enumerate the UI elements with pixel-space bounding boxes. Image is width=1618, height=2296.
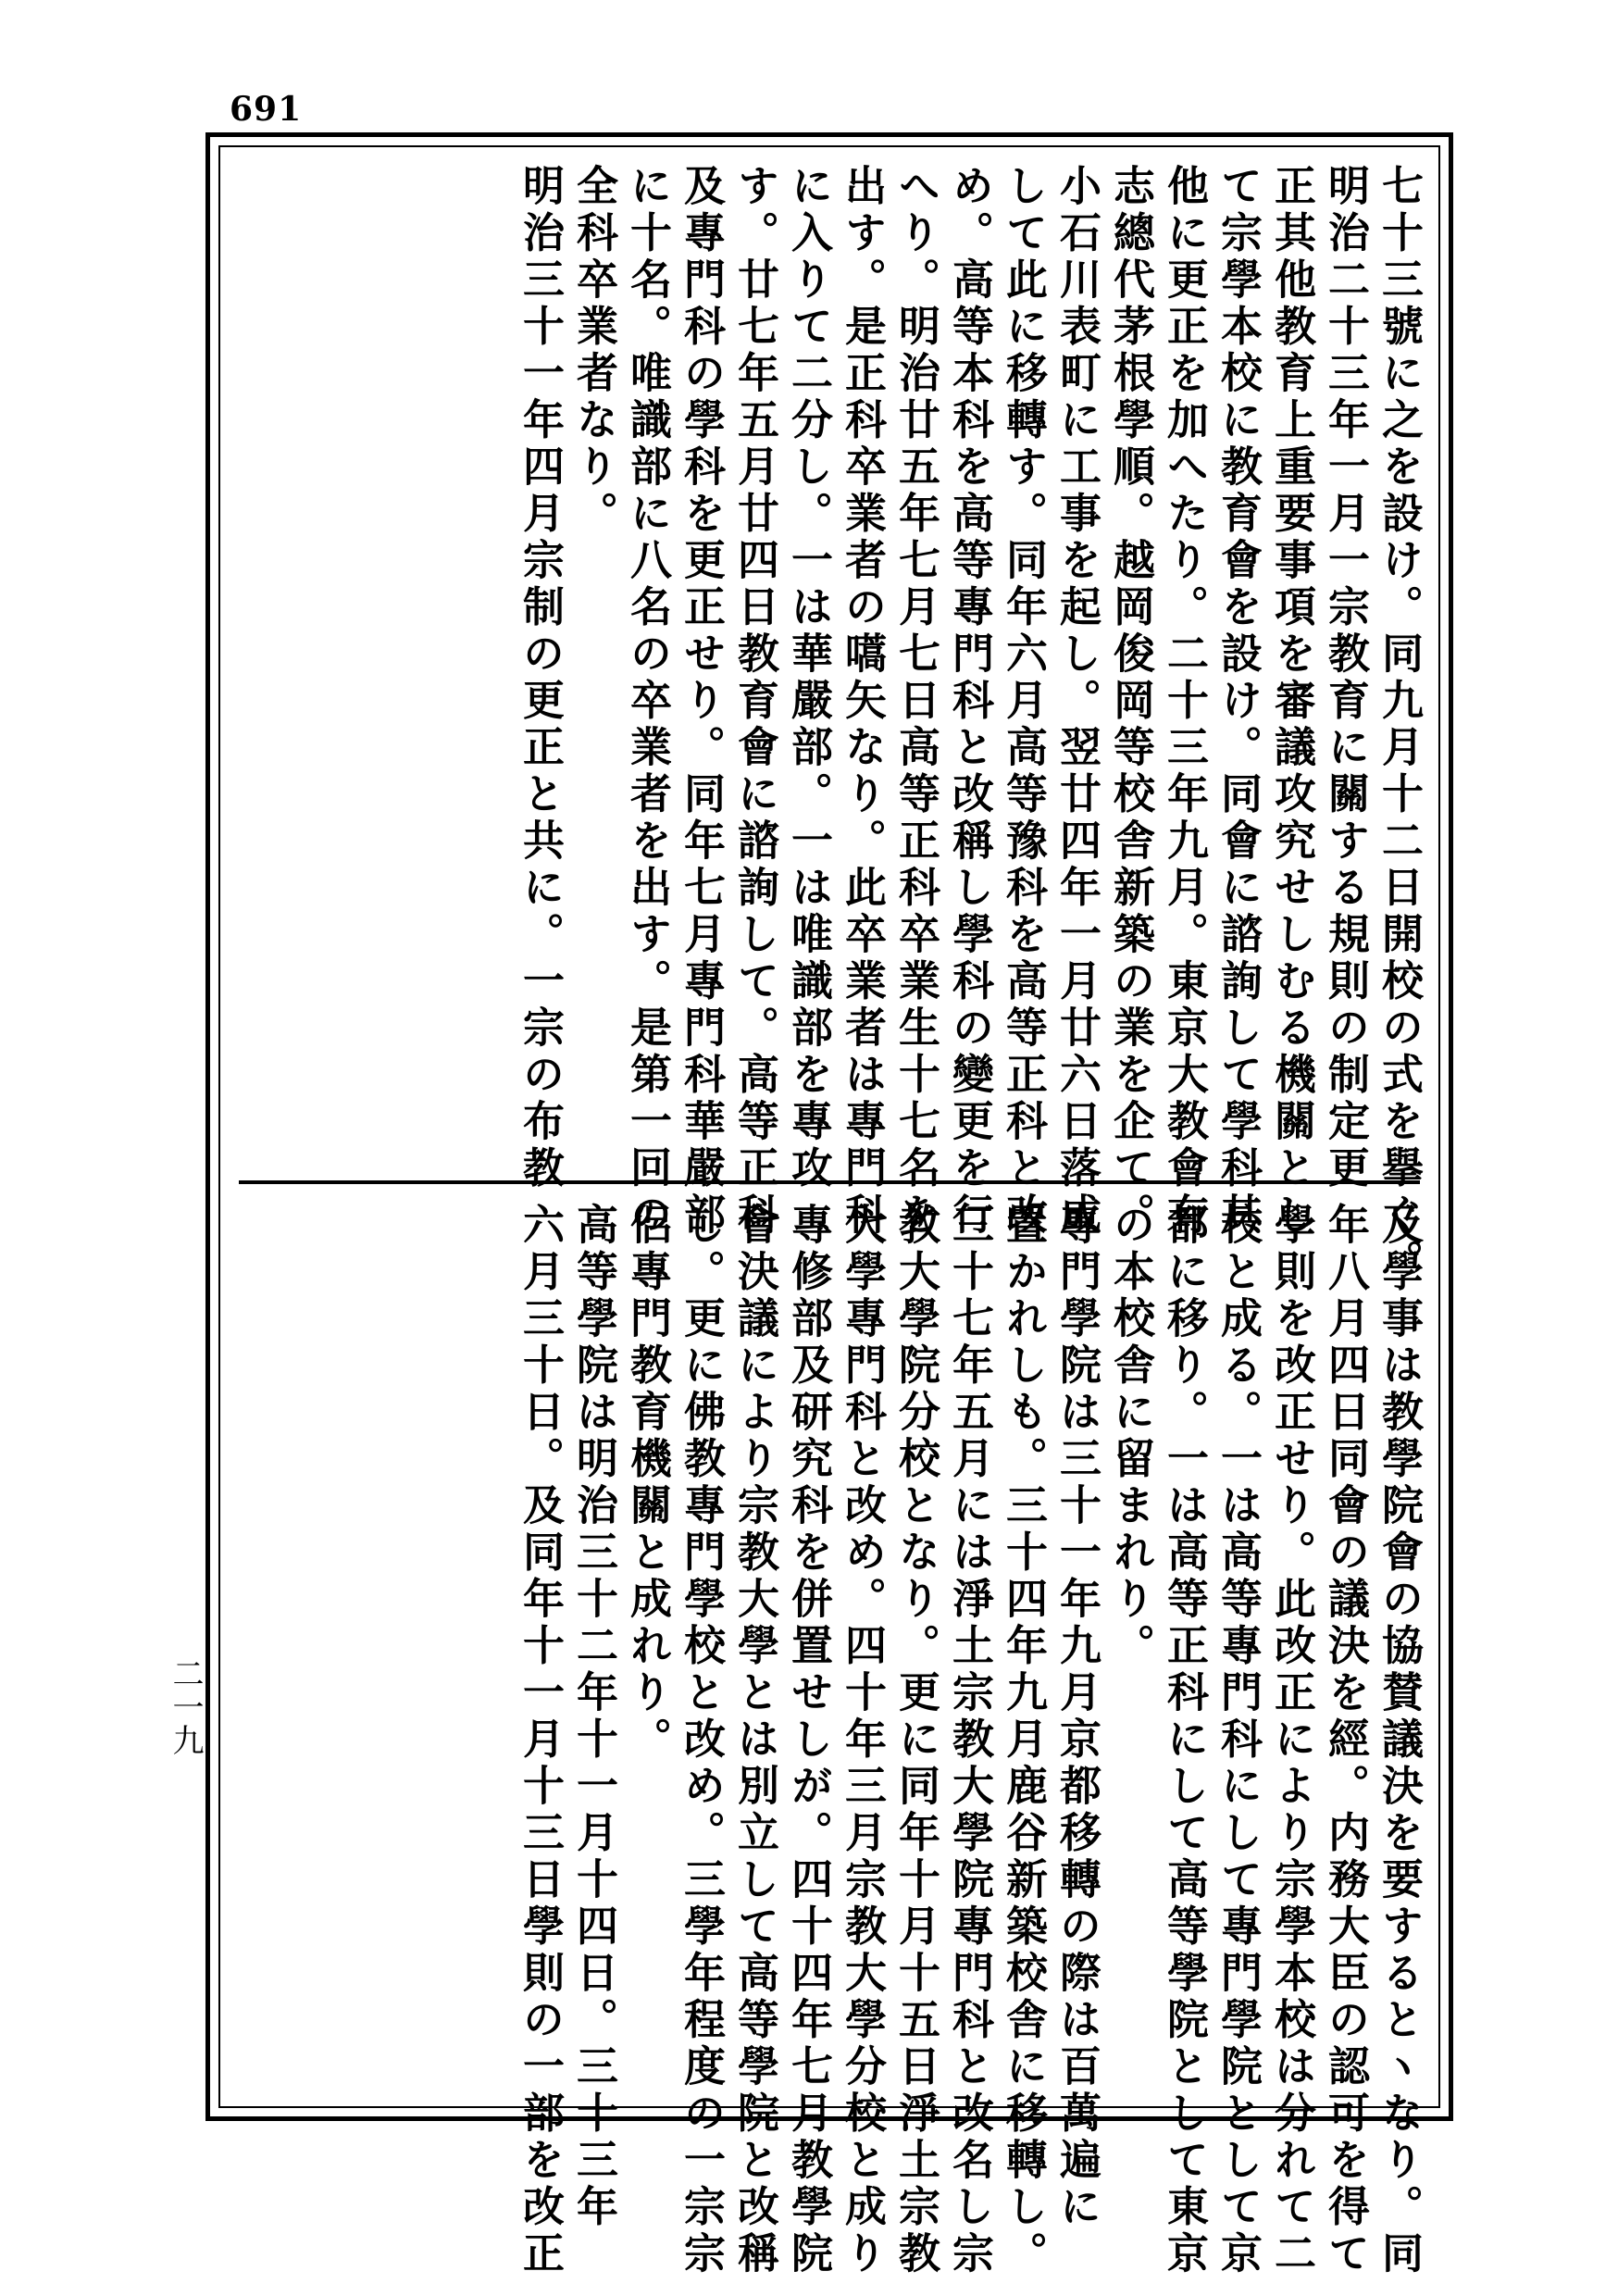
text-column: 明治三十一年四月宗制の更正と共に。一宗の布教 (516, 164, 565, 1192)
text-column: 三十七年五月には淨土宗教大學院專門科と改名し宗 (945, 1203, 994, 2278)
printed-page-number: 691 (230, 90, 303, 129)
text-column: 他に更正を加へたり。二十三年九月。東京大教會有 (1160, 164, 1209, 1240)
text-column: 及學事は教學院會の協賛議決を要するとヽなり。同 (1375, 1203, 1424, 2278)
text-column: に十名。唯識部に八名の卒業者を出す。是第一回の (623, 164, 672, 1240)
text-column: 小石川表町に工事を起し。翌廿四年一月廿六日落成 (1052, 164, 1101, 1240)
text-column: 及專門科の學科を更正せり。同年七月專門科華嚴部 (677, 164, 726, 1240)
text-column: 大學專門科と改め。四十年三月宗教大學分校と成り (838, 1203, 887, 2278)
text-column: 志總代茅根學順。越岡俊岡等校舎新築の業を企て。 (1106, 164, 1155, 1240)
text-column: 置かれしも。三十四年九月鹿谷新築校舎に移轉し。 (999, 1203, 1048, 2278)
text-column: て宗學本校に教育會を設け。同會に諮詢して學科其 (1214, 164, 1263, 1240)
text-column: 七十三號に之を設け。同九月十二日開校の式を擧ぐ。 (1375, 164, 1424, 1286)
text-column: 都に移り。一は高等正科にして高等學院として東京 (1160, 1203, 1209, 2278)
block-divider-rule (239, 1180, 1420, 1184)
text-column: して此に移轉す。同年六月高等豫科を高等正科と改 (999, 164, 1048, 1240)
text-column: 學則を改正せり。此改正により宗學本校は分れて二 (1267, 1203, 1316, 2278)
text-column: に入りて二分し。一は華嚴部。一は唯識部を專攻 (784, 164, 833, 1192)
text-column: 會決議により宗教大學とは別立して高等學院と改稱 (730, 1203, 779, 2278)
text-column: の本校舎に留まれり。 (1106, 1203, 1155, 1670)
text-column: す。廿七年五月廿四日教育會に諮詢して。高等正科 (730, 164, 779, 1240)
text-column: 專修部及研究科を併置せしが。四十四年七月教學院 (784, 1203, 833, 2278)
text-column: 正其他教育上重要事項を審議攻究せしむる機關とし (1267, 164, 1316, 1240)
text-column: し。更に佛教專門學校と改め。三學年程度の一宗宗 (677, 1203, 726, 2278)
page-frame-inner (218, 145, 1440, 2278)
text-column: 校と成る。一は高等專門科にして專門學院として京 (1214, 1203, 1263, 2278)
page-frame (205, 132, 1453, 2278)
text-area (239, 164, 1424, 2278)
text-column: 六月三十日。及同年十一月十三日學則の一部を改正 (516, 1203, 565, 2278)
text-column: 全科卒業者なり。 (569, 164, 618, 538)
text-column: へり。明治廿五年七月七日高等正科卒業生十七名を (891, 164, 940, 1240)
folio-number: 二一九 (167, 1657, 204, 1757)
text-column: 高等學院は明治三十二年十一月十四日。三十三年 (569, 1203, 618, 2231)
text-column: 侶專門教育機關と成れり。 (623, 1203, 672, 1764)
text-column: め。高等本科を高等專門科と改稱し學科の變更を行 (945, 164, 994, 1240)
text-column: 明治二十三年一月一宗教育に關する規則の制定更 (1321, 164, 1370, 1192)
lower-text-block (239, 1203, 1424, 2278)
text-column: 專門學院は三十一年九月京都移轉の際は百萬遍に (1052, 1203, 1101, 2231)
text-column: 年八月四日同會の議決を經。内務大臣の認可を得て (1321, 1203, 1370, 2278)
text-column: 教大學院分校となり。更に同年十月十五日淨土宗教 (891, 1203, 940, 2278)
upper-text-block (239, 164, 1424, 1286)
text-column: 出す。是正科卒業者の嚆矢なり。此卒業者は專門科 (838, 164, 887, 1240)
